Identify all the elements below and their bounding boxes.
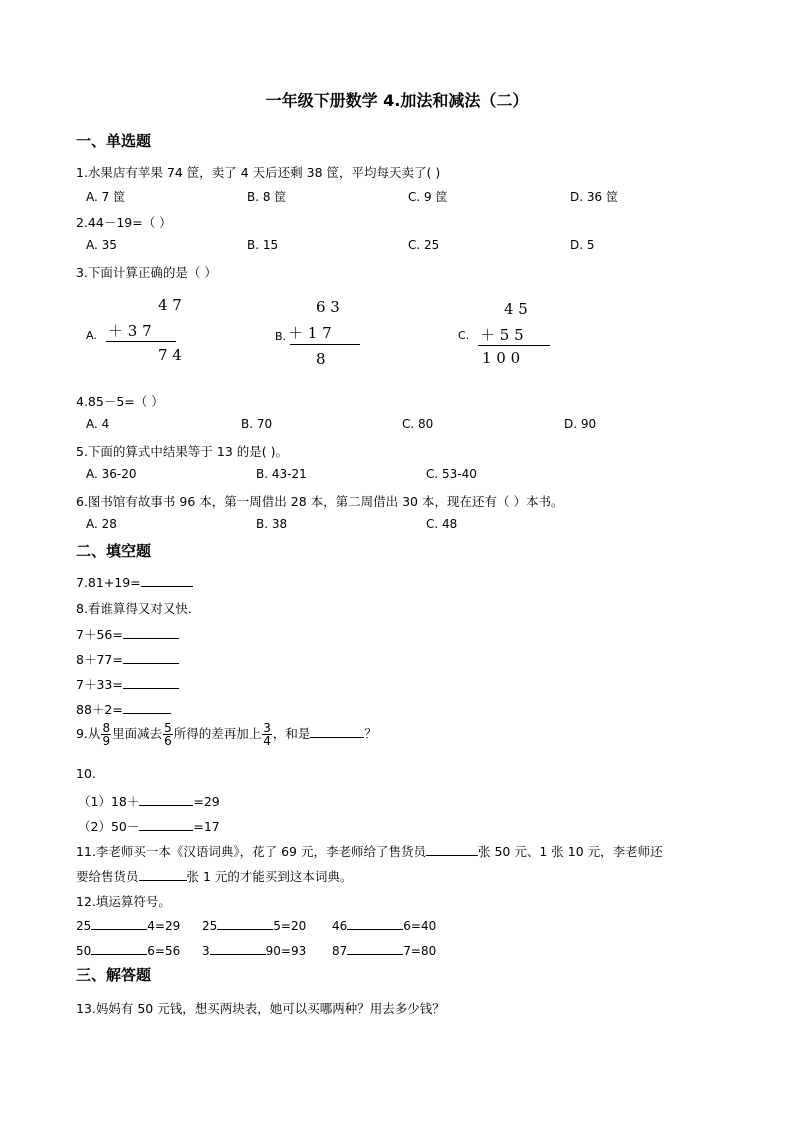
q12-operand: 7=80 [403, 944, 437, 958]
q8-item-4-blank[interactable] [123, 701, 171, 714]
question-13: 13.妈妈有 50 元钱，想买两块表，她可以买哪两种？用去多少钱？ [76, 1001, 445, 1016]
q12-row1-item3 [332, 917, 436, 933]
q12-operand: 90=93 [265, 944, 307, 958]
q10-part-2-pre: （2）50－ [78, 819, 140, 834]
q10-part-2-post: =17 [193, 819, 220, 834]
question-4: 4.85－5=（ ） [76, 394, 164, 409]
q3-option-a-calculation [104, 296, 184, 370]
q12-operand: 4=29 [147, 919, 181, 933]
calc-c-addend: ＋ 5 5 [480, 326, 524, 344]
q9-answer-blank[interactable] [310, 725, 364, 738]
q10-part-1-blank[interactable] [139, 793, 193, 806]
q3-option-b-calculation [288, 298, 368, 372]
fraction-8-9 [101, 722, 111, 747]
fraction-denominator: 9 [102, 734, 111, 748]
q12-operand: 6=40 [403, 919, 437, 933]
fraction-denominator: 4 [263, 734, 271, 748]
question-10: 10. [76, 766, 96, 781]
q8-item-4-expr: 88＋2= [76, 702, 123, 717]
question-2: 2.44－19=（ ） [76, 215, 172, 230]
q9-prefix: 9.从 [76, 726, 101, 741]
calc-a-addend: ＋ 3 7 [108, 322, 152, 340]
q1-option-c: C. 9 筐 [408, 190, 448, 204]
q8-item-1 [76, 625, 179, 643]
q3-option-a-label: A. [86, 329, 97, 342]
q7-answer-blank[interactable] [141, 574, 193, 587]
fraction-numerator: 8 [102, 721, 111, 735]
q4-option-b: B. 70 [241, 417, 273, 431]
q3-option-c-label: C. [458, 329, 470, 342]
question-9 [76, 722, 377, 747]
q8-item-2 [76, 650, 179, 668]
q12-operator-blank[interactable] [347, 917, 403, 930]
calc-b-top: 6 3 [316, 298, 340, 316]
section-heading-single-choice: 一、单选题 [76, 132, 152, 150]
q8-item-4 [76, 700, 171, 718]
calc-a-line [106, 341, 176, 342]
q11-line-1-post: 张 50 元、1 张 10 元，李老师还 [477, 844, 663, 859]
question-8: 8.看谁算得又对又快． [76, 601, 201, 616]
q12-operand: 50 [76, 944, 92, 958]
q6-option-b: B. 38 [256, 517, 288, 531]
q12-operand: 5=20 [273, 919, 307, 933]
q11-line-2-pre: 要给售货员 [76, 869, 139, 884]
q8-item-3-expr: 7＋33= [76, 677, 123, 692]
q2-option-d: D. 5 [570, 238, 595, 252]
q12-operand: 25 [76, 919, 92, 933]
question-5: 5.下面的算式中结果等于 13 的是( )。 [76, 444, 289, 459]
question-11-line-2 [76, 867, 352, 885]
q9-text-3: ，和是 [272, 726, 311, 741]
q3-option-c-calculation [476, 300, 556, 374]
q9-suffix: ？ [364, 726, 377, 741]
q8-item-2-blank[interactable] [123, 651, 179, 664]
q8-item-3-blank[interactable] [123, 676, 179, 689]
calc-a-result: 7 4 [158, 346, 182, 364]
calc-a-top: 4 7 [158, 296, 182, 314]
fraction-numerator: 5 [164, 721, 172, 735]
section-heading-answer: 三、解答题 [76, 966, 152, 984]
q4-option-a: A. 4 [86, 417, 110, 431]
calc-b-line [290, 344, 360, 345]
q5-option-a: A. 36-20 [86, 467, 137, 481]
q3-option-b-label: B. [275, 330, 287, 343]
q12-row2-item3 [332, 942, 436, 958]
question-1: 1.水果店有苹果 74 筐，卖了 4 天后还剩 38 筐，平均每天卖了( ) [76, 165, 441, 180]
q1-option-b: B. 8 筐 [247, 190, 287, 204]
q2-option-c: C. 25 [408, 238, 440, 252]
q10-part-1 [78, 792, 220, 810]
q12-operand: 6=56 [147, 944, 181, 958]
q2-option-a: A. 35 [86, 238, 117, 252]
fraction-denominator: 6 [164, 734, 172, 748]
section-heading-fill-blank: 二、填空题 [76, 542, 152, 560]
fraction-3-4 [262, 722, 272, 747]
q6-option-c: C. 48 [426, 517, 458, 531]
calc-c-line [478, 345, 550, 346]
q6-option-a: A. 28 [86, 517, 117, 531]
page-title: 一年级下册数学 4.加法和减法（二） [265, 91, 529, 110]
q5-option-c: C. 53-40 [426, 467, 477, 481]
q12-operand: 3 [202, 944, 210, 958]
q12-row1-item1 [76, 917, 180, 933]
calc-b-addend: ＋ 1 7 [288, 324, 332, 342]
calc-b-result: 8 [316, 350, 326, 368]
q8-item-1-expr: 7＋56= [76, 627, 123, 642]
q12-operator-blank[interactable] [91, 917, 147, 930]
q11-line-2-post: 张 1 元的才能买到这本词典。 [186, 869, 353, 884]
q12-operator-blank[interactable] [347, 942, 403, 955]
fraction-5-6 [163, 722, 173, 747]
question-3: 3.下面计算正确的是（ ） [76, 265, 217, 280]
q8-item-3 [76, 675, 179, 693]
q11-blank-1[interactable] [426, 843, 478, 856]
question-12: 12.填运算符号。 [76, 894, 171, 909]
q8-item-2-expr: 8＋77= [76, 652, 123, 667]
q11-blank-2[interactable] [139, 868, 187, 881]
q10-part-2 [78, 817, 220, 835]
q8-item-1-blank[interactable] [123, 626, 179, 639]
q12-operator-blank[interactable] [217, 917, 273, 930]
q12-operand: 25 [202, 919, 218, 933]
calc-c-top: 4 5 [504, 300, 528, 318]
q10-part-2-blank[interactable] [139, 818, 193, 831]
q1-option-d: D. 36 筐 [570, 190, 618, 204]
question-6: 6.图书馆有故事书 96 本，第一周借出 28 本，第二周借出 30 本，现在还有（ ）本书。 [76, 494, 564, 509]
question-7 [76, 574, 193, 590]
q12-row1-item2 [202, 917, 306, 933]
q12-row2-item2 [202, 942, 306, 958]
q11-line-1-pre: 11.李老师买一本《汉语词典》，花了 69 元，李老师给了售货员 [76, 844, 426, 859]
q10-part-1-pre: （1）18＋ [78, 794, 140, 809]
q12-row2-item1 [76, 942, 180, 958]
q4-option-c: C. 80 [402, 417, 434, 431]
q2-option-b: B. 15 [247, 238, 279, 252]
q4-option-d: D. 90 [564, 417, 597, 431]
question-11-line-1 [76, 842, 663, 860]
q12-operator-blank[interactable] [210, 942, 266, 955]
q5-option-b: B. 43-21 [256, 467, 307, 481]
q7-text: 7.81+19= [76, 575, 141, 590]
q9-text-1: 里面减去 [112, 726, 163, 741]
q12-operand: 46 [332, 919, 348, 933]
q12-operator-blank[interactable] [91, 942, 147, 955]
q9-text-2: 所得的差再加上 [173, 726, 262, 741]
fraction-numerator: 3 [263, 721, 271, 735]
q12-operand: 87 [332, 944, 348, 958]
calc-c-result: 1 0 0 [482, 349, 521, 367]
q1-option-a: A. 7 筐 [86, 190, 126, 204]
q10-part-1-post: =29 [193, 794, 220, 809]
